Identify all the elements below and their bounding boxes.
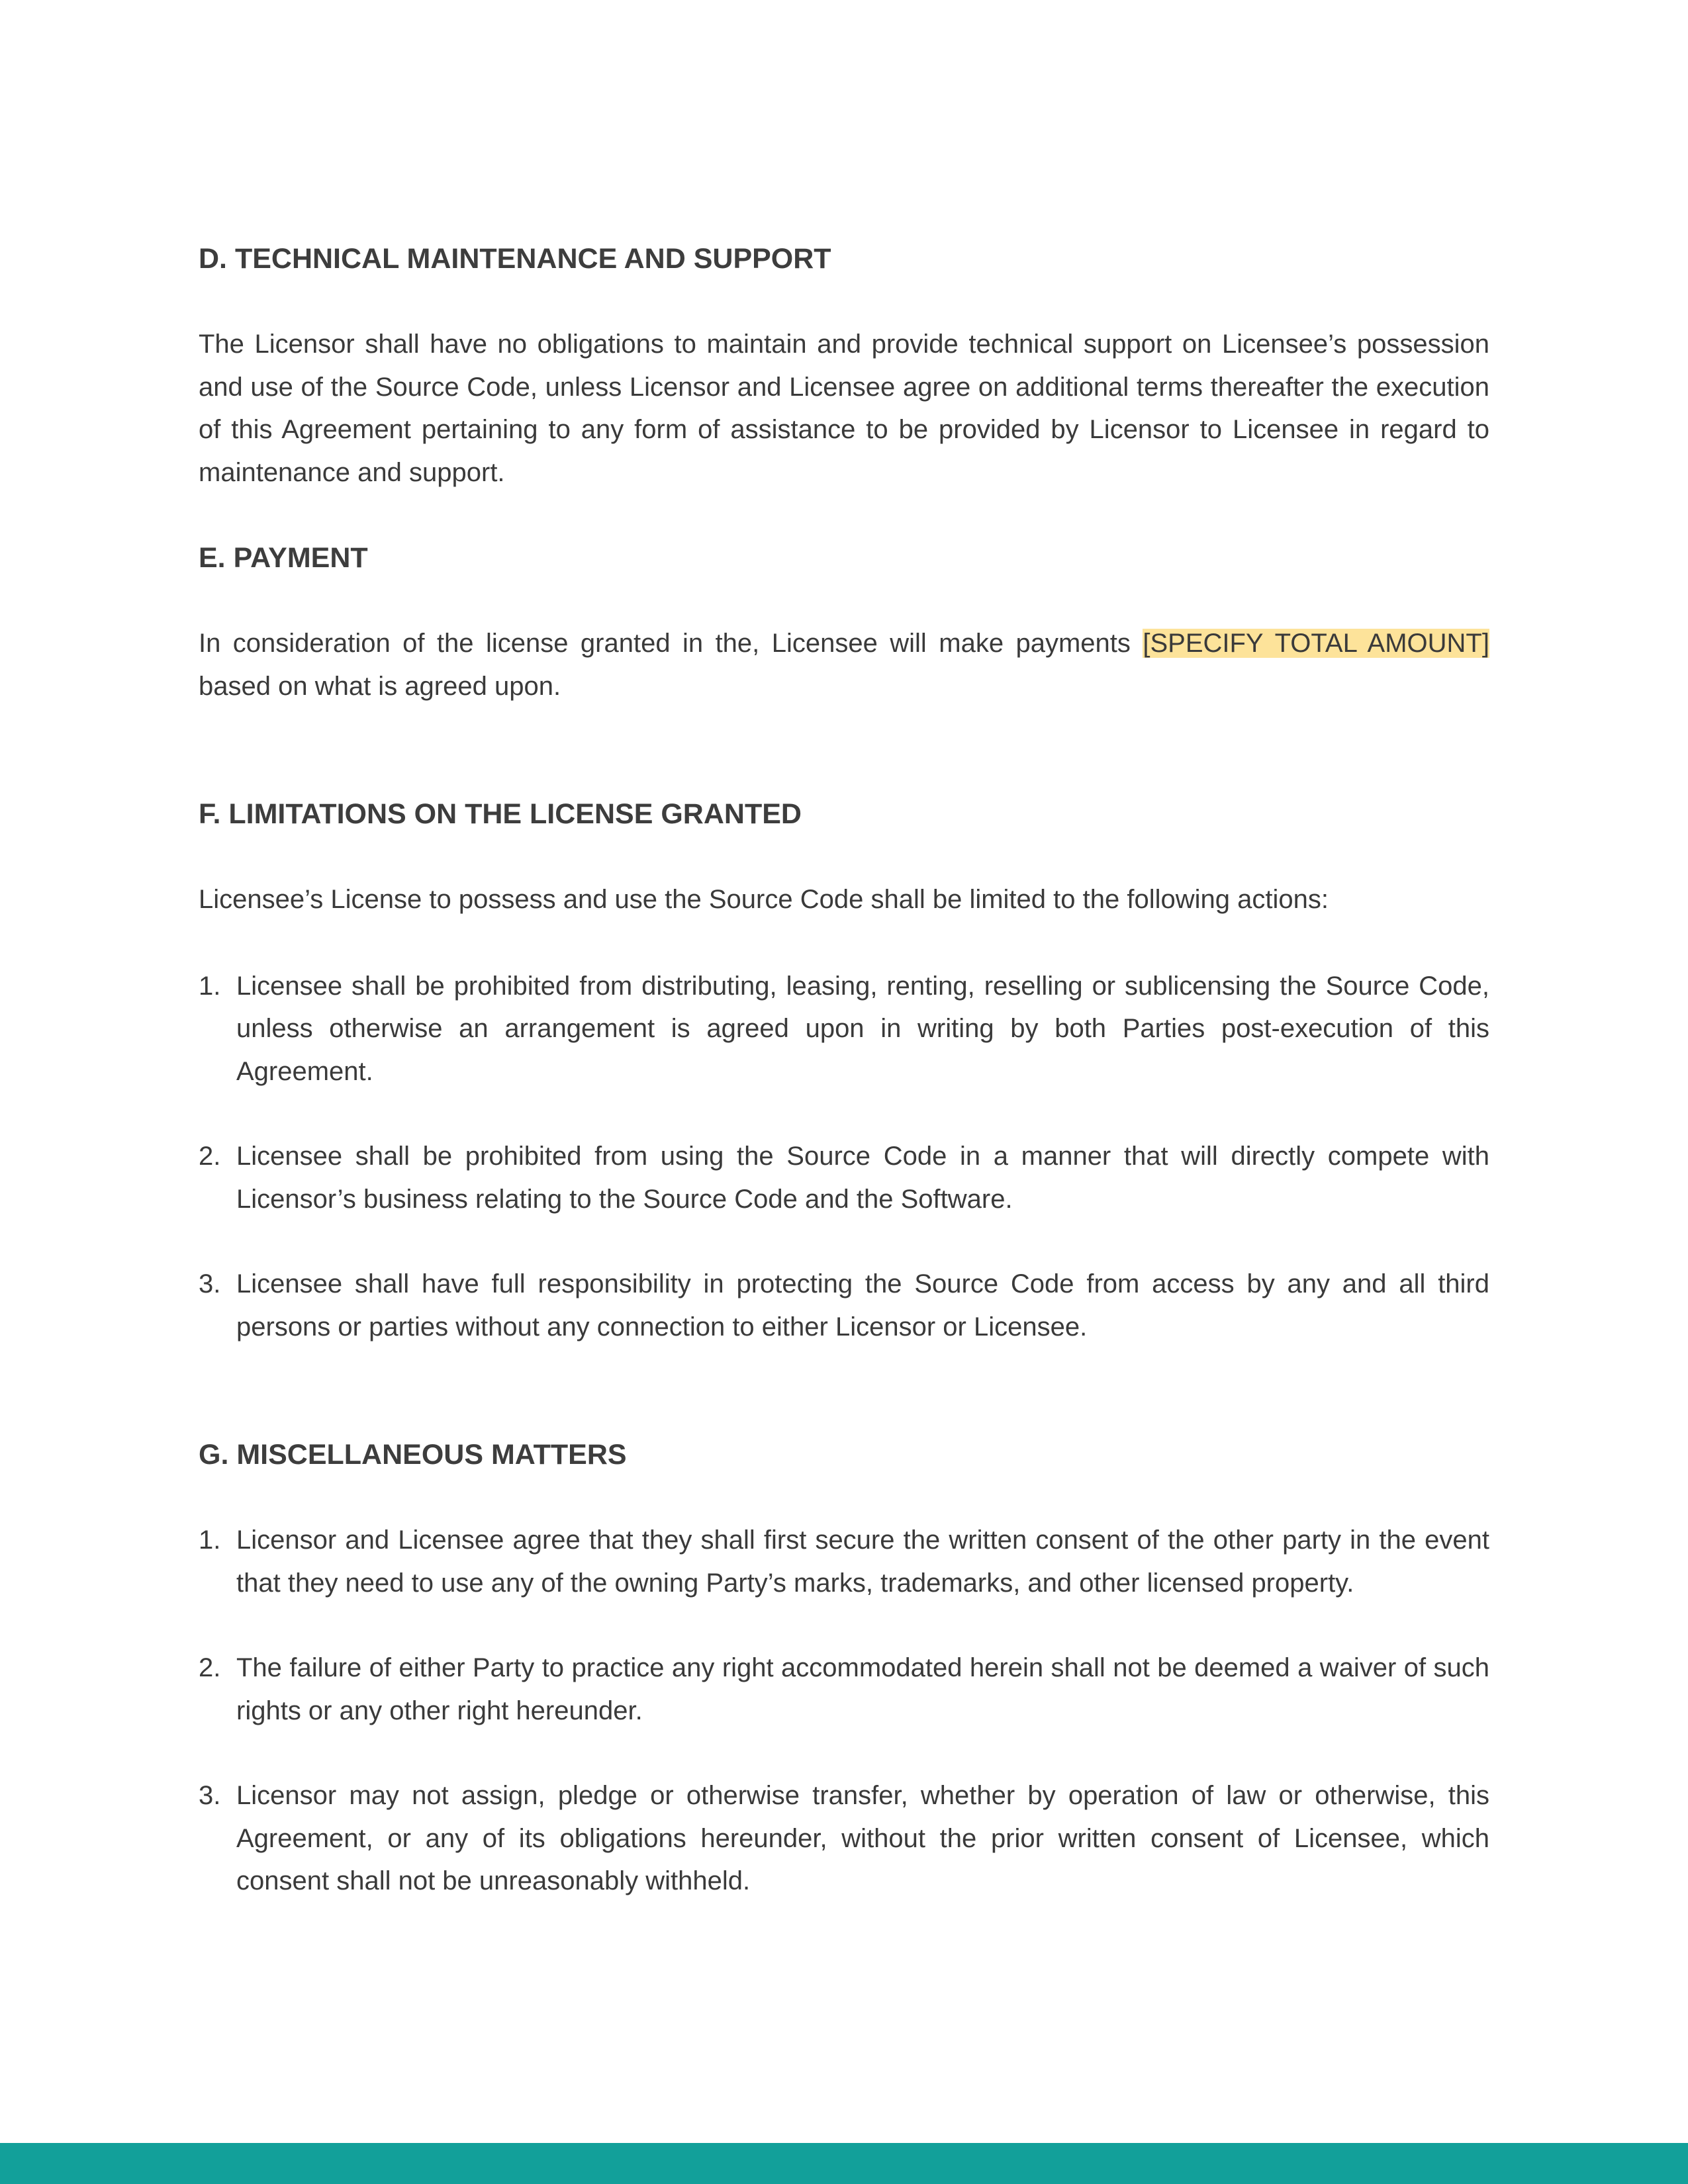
list-item-number: 3. — [199, 1269, 221, 1298]
section-e-heading: E. PAYMENT — [199, 542, 368, 574]
section-f-intro: Licensee’s License to possess and use the Source Code shall be limited to the following actions: — [199, 885, 1329, 914]
list-item-number: 1. — [199, 1525, 221, 1555]
list-item-number: 3. — [199, 1781, 221, 1810]
section-g-heading: G. MISCELLANEOUS MATTERS — [199, 1439, 627, 1471]
section-e-body-after: based on what is agreed upon. — [199, 671, 561, 701]
list-item-number: 2. — [199, 1653, 221, 1682]
amount-placeholder: [SPECIFY TOTAL AMOUNT] — [1143, 629, 1489, 658]
list-item-text: Licensee shall be prohibited from distributing, leasing, renting, reselling or sublicensing the Source Code, unless otherwise an arrangement is agreed upon in writing by both Parties post-execution of this Agreement. — [236, 971, 1489, 1086]
section-e-body — [199, 622, 1489, 707]
section-f-heading: F. LIMITATIONS ON THE LICENSE GRANTED — [199, 798, 802, 830]
list-item — [199, 1774, 1489, 1903]
list-item-text: Licensee shall have full responsibility in protecting the Source Code from access by any and all third persons or parties without any connection to either Licensor or Licensee. — [236, 1269, 1489, 1342]
list-item — [199, 1519, 1489, 1604]
list-item-text: Licensor and Licensee agree that they shall first secure the written consent of the other party in the event that they need to use any of the owning Party’s marks, trademarks, and other licensed property. — [236, 1525, 1489, 1598]
list-item-text: Licensee shall be prohibited from using the Source Code in a manner that will directly compete with Licensor’s business relating to the Source Code and the Software. — [236, 1142, 1489, 1214]
list-item — [199, 1647, 1489, 1732]
list-item — [199, 965, 1489, 1093]
section-d-body: The Licensor shall have no obligations to maintain and provide technical support on Licensee’s possession and use of the Source Code, unless Licensor and Licensee agree on additional terms thereafter the execution of this Agreement pertaining to any form of assistance to be provided by Licensor to Licensee in regard to maintenance and support. — [199, 330, 1489, 487]
list-item — [199, 1263, 1489, 1348]
section-e-body-before: In consideration of the license granted in the, Licensee will make payments — [199, 629, 1143, 658]
list-item-text: Licensor may not assign, pledge or otherwise transfer, whether by operation of law or otherwise, this Agreement, or any of its obligations hereunder, without the prior written consent of Licensee, which consent shall not be unreasonably withheld. — [236, 1781, 1489, 1895]
list-item-number: 1. — [199, 971, 221, 1001]
document-page — [199, 238, 1489, 1945]
list-item-text: The failure of either Party to practice any right accommodated herein shall not be deemed a waiver of such rights or any other right hereunder. — [236, 1653, 1489, 1725]
list-item — [199, 1135, 1489, 1220]
list-item-number: 2. — [199, 1142, 221, 1171]
section-d-heading: D. TECHNICAL MAINTENANCE AND SUPPORT — [199, 243, 831, 275]
section-g-list — [199, 1519, 1489, 1903]
footer-bar — [0, 2143, 1688, 2184]
section-f-list — [199, 965, 1489, 1349]
